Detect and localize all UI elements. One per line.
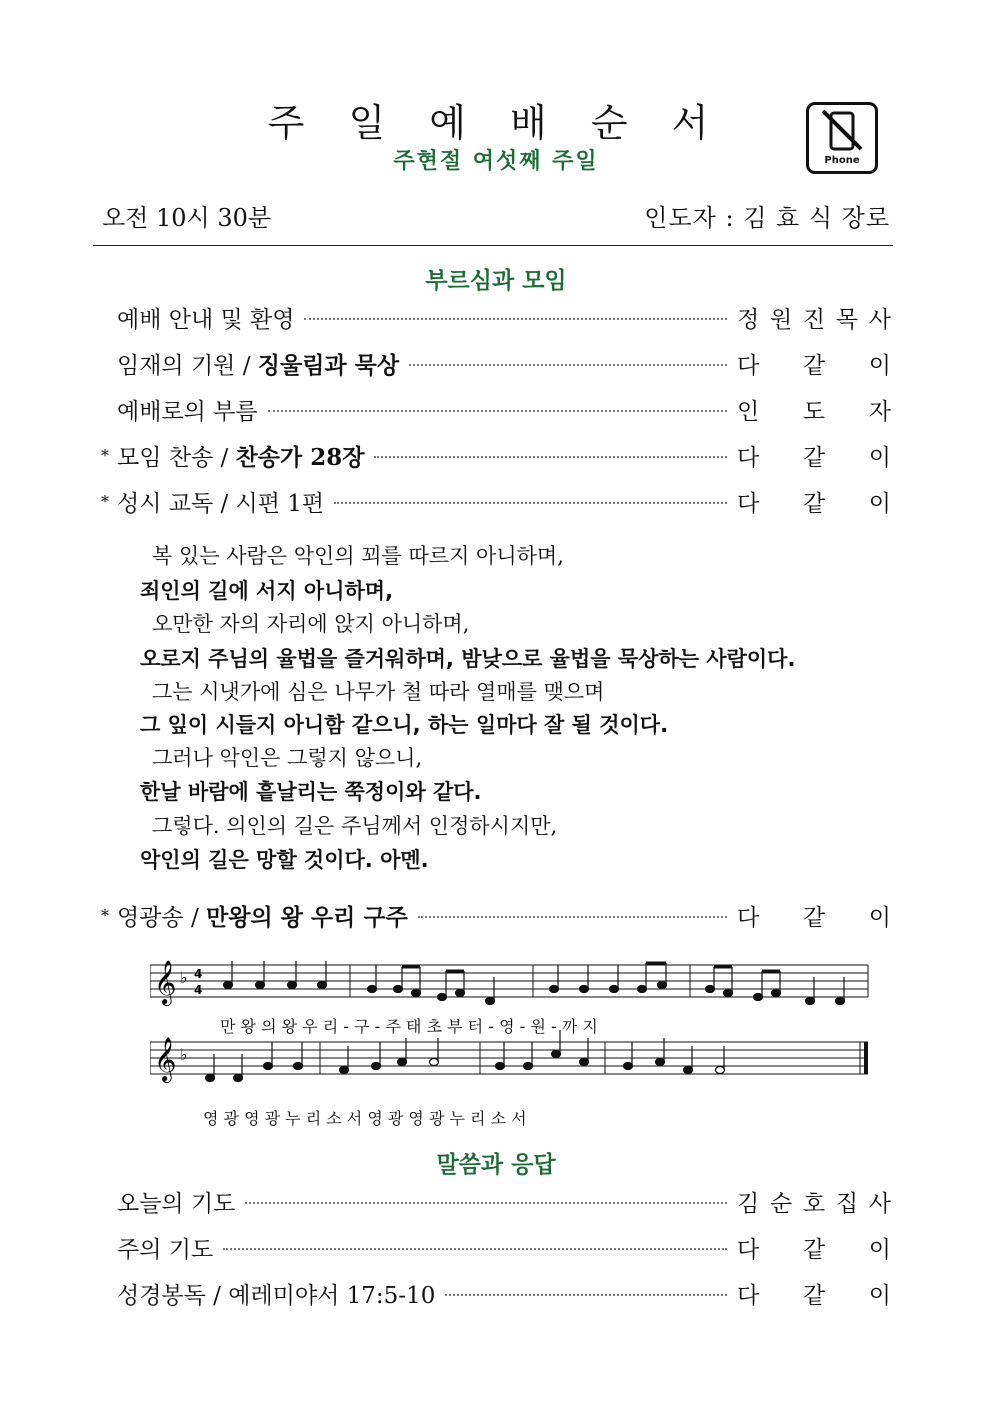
order-row [93, 392, 891, 426]
psalm-leader-line: 그는 시냇가에 심은 나무가 철 따라 열매를 맺으며 [152, 680, 605, 704]
page-title: 주 일 예 배 순 서 [267, 101, 725, 145]
responsible-char: 이 [868, 1282, 891, 1309]
svg-text:𝄞: 𝄞 [154, 960, 177, 1004]
order-row [93, 300, 891, 334]
order-label [117, 1277, 435, 1310]
dot-leader [418, 916, 727, 918]
order-row [93, 898, 891, 932]
psalm-leader-line: 그렇다. 의인의 길은 주님께서 인정하시지만, [152, 814, 558, 838]
order-row [93, 438, 891, 472]
order-responsible [737, 899, 891, 932]
psalm-leader-line: 복 있는 사람은 악인의 꾀를 따르지 아니하며, [152, 544, 564, 568]
order-responsible [737, 439, 891, 472]
order-responsible [737, 393, 891, 426]
order-label-text: 영광송 / [117, 904, 207, 931]
score-lyrics-line-1: 만 왕 의 왕 우 리 - 구 - 주 태 초 부 터 - 영 - 원 - 까 지 [220, 1017, 598, 1036]
order-label [117, 485, 324, 518]
dot-leader [334, 502, 727, 504]
svg-text:𝄞: 𝄞 [154, 1037, 177, 1081]
order-responsible [737, 301, 891, 334]
dot-leader [445, 1294, 727, 1296]
asterisk-mark: * [101, 445, 109, 465]
psalm-people-line: 한날 바람에 흩날리는 쭉정이와 같다. [140, 780, 482, 804]
order-label-text: 모임 찬송 / [117, 444, 236, 471]
order-row [93, 1276, 891, 1310]
responsible-char: 다 [737, 490, 760, 517]
responsible-char: 김 [737, 1190, 760, 1217]
psalm-people-line: 그 잎이 시들지 아니함 같으니, 하는 일마다 잘 될 것이다. [140, 713, 669, 737]
dot-leader [223, 1248, 727, 1250]
order-label [117, 439, 364, 472]
responsible-char: 이 [868, 444, 891, 471]
responsible-char: 사 [868, 306, 891, 333]
section-title-word: 말씀과 응답 [436, 1152, 556, 1178]
order-label-text: 예배로의 부름 [117, 398, 258, 425]
responsible-char: 인 [737, 398, 760, 425]
order-label-text: 예배 안내 및 환영 [117, 306, 295, 333]
dot-leader [374, 456, 727, 458]
header-divider [93, 245, 893, 246]
order-label [117, 1185, 235, 1218]
responsible-char: 다 [737, 444, 760, 471]
responsible-char: 다 [737, 352, 760, 379]
order-label-text: 성경봉독 / 예레미야서 17:5-10 [117, 1282, 436, 1309]
order-responsible [737, 485, 891, 518]
responsible-char: 같 [802, 444, 826, 471]
phone-label: Phone [824, 155, 860, 166]
responsible-char: 다 [737, 1236, 760, 1263]
order-row [93, 1230, 891, 1264]
responsible-char: 정 [737, 306, 760, 333]
responsible-char: 원 [769, 306, 793, 333]
order-label [117, 301, 294, 334]
order-label [117, 899, 408, 932]
score-lyrics-line-2: 영 광 영 광 누 리 소 서 영 광 영 광 누 리 소 서 [203, 1109, 527, 1128]
responsible-char: 사 [868, 1190, 891, 1217]
responsible-char: 이 [868, 1236, 891, 1263]
responsible-char: 이 [868, 490, 891, 517]
order-label-bold: 찬송가 28장 [235, 443, 365, 471]
order-responsible [737, 1277, 891, 1310]
asterisk-mark: * [101, 905, 109, 925]
psalm-leader-line: 오만한 자의 자리에 앉지 아니하며, [152, 612, 470, 636]
responsible-char: 같 [802, 1236, 826, 1263]
psalm-people-line: 악인의 길은 망할 것이다. 아멘. [140, 848, 429, 872]
responsible-char: 다 [737, 904, 760, 931]
dot-leader [409, 364, 727, 366]
responsible-char: 같 [802, 490, 826, 517]
order-label-text: 임재의 기원 / [117, 352, 258, 379]
responsible-char: 다 [737, 1282, 760, 1309]
dot-leader [304, 318, 727, 320]
asterisk-mark: * [101, 491, 109, 511]
responsible-char: 호 [802, 1190, 826, 1217]
order-row [93, 1184, 891, 1218]
responsible-char: 순 [769, 1190, 793, 1217]
service-leader: 인도자 : 김 효 식 장로 [644, 204, 890, 232]
responsible-char: 같 [802, 904, 826, 931]
responsible-char: 진 [802, 306, 826, 333]
svg-text:♭: ♭ [180, 968, 188, 987]
responsible-char: 이 [868, 904, 891, 931]
section-title-calling: 부르심과 모임 [425, 268, 567, 294]
service-time: 오전 10시 30분 [102, 204, 272, 232]
svg-text:♭: ♭ [180, 1045, 188, 1064]
psalm-people-line: 죄인의 길에 서지 아니하며, [140, 579, 394, 603]
order-responsible [737, 347, 891, 380]
time-signature-bottom: 4 [194, 983, 203, 997]
responsible-char: 도 [802, 398, 826, 425]
order-label-text: 주의 기도 [117, 1236, 214, 1263]
responsible-char: 자 [868, 398, 891, 425]
dot-leader [268, 410, 727, 412]
order-label-text: 성시 교독 / 시편 1편 [117, 490, 325, 517]
responsible-char: 목 [835, 306, 859, 333]
responsible-char: 집 [835, 1190, 859, 1217]
psalm-leader-line: 그러나 악인은 그렇지 않으니, [152, 746, 423, 770]
responsible-char: 같 [802, 352, 826, 379]
dot-leader [245, 1202, 727, 1204]
order-row [93, 346, 891, 380]
order-label [117, 1231, 213, 1264]
time-signature-top: 4 [194, 967, 203, 981]
responsible-char: 같 [802, 1282, 826, 1309]
order-label [117, 347, 399, 380]
order-responsible [737, 1185, 891, 1218]
order-label-bold: 징울림과 묵상 [257, 351, 400, 379]
order-label [117, 393, 258, 426]
order-label-bold: 만왕의 왕 우리 구주 [206, 903, 408, 931]
order-row [93, 484, 891, 518]
psalm-people-line: 오로지 주님의 율법을 즐거워하며, 밤낮으로 율법을 묵상하는 사람이다. [140, 647, 796, 671]
order-responsible [737, 1231, 891, 1264]
responsible-char: 이 [868, 352, 891, 379]
order-label-text: 오늘의 기도 [117, 1190, 236, 1217]
no-phone-icon [806, 102, 878, 174]
page-subtitle: 주현절 여섯째 주일 [393, 149, 599, 174]
